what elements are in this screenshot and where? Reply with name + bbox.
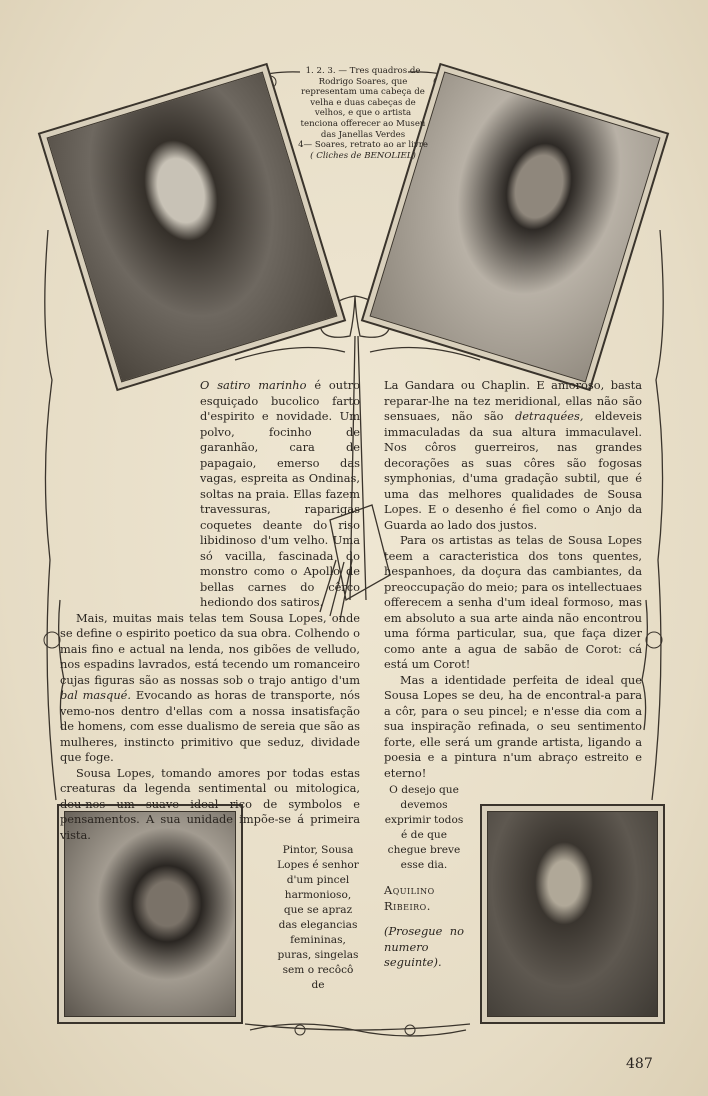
continued-note: (Prosegue no numero seguinte). — [384, 924, 464, 969]
paragraph-text: Evocando as horas de transporte, nós vemo-nos dentro d'ellas com a nossa insatisfação de homens, com esse dualismo de sereia que são as mulheres, instincto primitivo que seduz, dividade que foge. — [60, 688, 360, 764]
left-column — [60, 378, 360, 993]
paragraph-text: eldeveis immaculadas da sua altura immaculavel. Nos côros guerreiros, nas grandes decorações as suas côres são fogosas symphonias, d'uma gradação subtil, que é uma das melhores qualidades de Sousa Lopes. E o desenho é fiel como o Anjo da Guarda ao lado dos justos. — [384, 409, 642, 532]
caption-credit: ( Cliches de BENOLIEL) — [310, 150, 416, 161]
paragraph: Mas a identidade perfeita de ideal que Sousa Lopes se deu, ha de encontral-a para a côr, para o seu pincel; e n'esse dia com a sua inspiração refinada, o seu sentimento forte, elle será um grande artista, ligando a poesia e a pintura n'um abraço estreito e eterno! — [384, 672, 642, 780]
paragraph: Sousa Lopes, tomando amores por todas estas creaturas da legenda sentimental ou mitologica, deu-nos um suave ideal rico de symbolos e pensamentos. A sua unidade impõe-se á primeira vista. — [60, 765, 360, 842]
paragraph: O desejo que devemos exprimir todos é de que chegue breve esse dia. — [384, 784, 464, 871]
right-column — [384, 378, 642, 971]
paragraph — [384, 378, 642, 533]
photo-caption — [298, 66, 428, 161]
paragraph: Para os artistas as telas de Sousa Lopes teem a caracteristica dos tons quentes, hespanhoes, da doçura das cambiantes, da preoccupação do meio; para os intellectuaes offerecem a senha d'um ideal formoso, mas em absoluto a sua arte ainda não encontrou uma fórma particular, sua, que faça dizer como ante a agua de sabão de Corot: cá está um Corot! — [384, 533, 642, 671]
paragraph-text: La Gandara ou Chaplin. E amoroso, basta reparar-lhe na tez meridional, ellas não são sensuaes, não são — [384, 378, 642, 423]
paragraph — [60, 378, 360, 611]
paragraph-text: é outro esquiçado bucolico farto d'espirito e novidade. Um polvo, focinho de garanhão, cara de papagaio, emerso das vagas, espreita as Ondinas, soltas na praia. Ellas fazem travessuras, raparigas coquetes deante do riso libidinoso d'um velho. Uma só vacilla, fascinada do monstro como o Apollo de bellas carnes do cêrco hediondo dos satiros. — [200, 378, 361, 609]
paragraph — [60, 611, 360, 766]
caption-text-2: 4— Soares, retrato ao ar livre — [298, 140, 428, 151]
caption-text: 1. 2. 3. — Tres quadros de Rodrigo Soares, que representam uma cabeça de velha e duas cabeças de velhos, e que o artista tenciona offerecer ao Museu das Janellas Verdes — [300, 66, 426, 140]
paragraph-text: Mais, muitas mais telas tem Sousa Lopes, onde se define o espirito poetico da sua obra. Colhendo o mais fino e actual na lenda, nos gibões de velludo, nos espadins lavrados, está tecendo um romanceiro cujas figuras são as nossas sob o trajo antigo d'um — [60, 610, 360, 687]
author-signature: Aquilino Ribeiro. — [384, 883, 435, 913]
artwork-title: O satiro marinho — [200, 378, 307, 392]
italic-phrase: bal masqué. — [60, 688, 132, 702]
page-number: 487 — [626, 1056, 653, 1072]
italic-phrase: detraquées, — [515, 409, 584, 423]
paragraph: Pintor, Sousa Lopes é senhor d'um pincel harmonioso, que se apraz das elegancias femininas, puras, singelas sem o recôcô de — [277, 844, 359, 991]
